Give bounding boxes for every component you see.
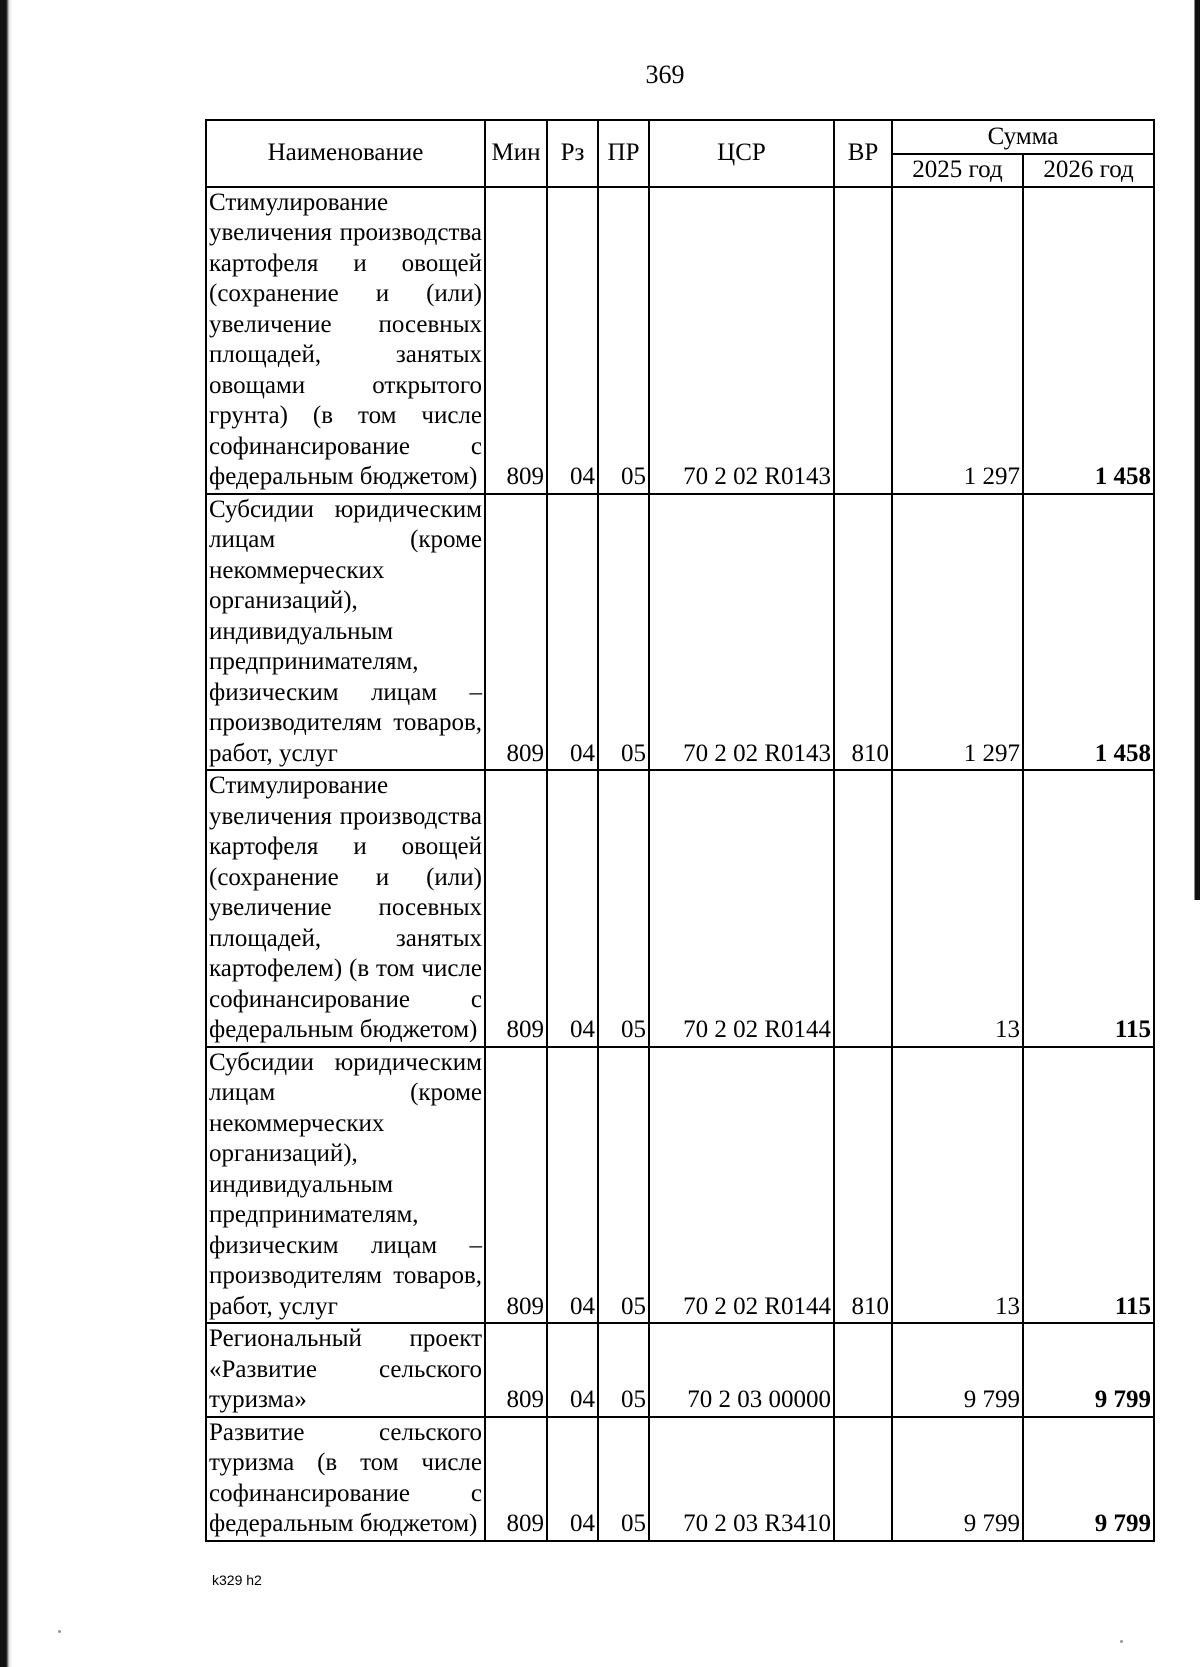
row-pr: 05 [598, 770, 649, 1047]
row-name: Субсидии юридическим лицам (кроме некоммерческих организаций), индивидуальным предпринимателям, физическим лицам – производителям товаров, работ, услуг [206, 1047, 485, 1324]
table-row [206, 1417, 1154, 1541]
row-rz: 04 [547, 187, 598, 494]
table-row [206, 1323, 1154, 1417]
row-csr: 70 2 02 R0143 [649, 187, 834, 494]
header-csr: ЦСР [649, 120, 834, 187]
header-pr: ПР [598, 120, 649, 187]
row-min: 809 [485, 770, 547, 1047]
row-amount-2025: 1 297 [892, 187, 1023, 494]
header-rz: Рз [547, 120, 598, 187]
table-row [206, 187, 1154, 494]
footer-document-code: k329 h2 [212, 1572, 262, 1588]
table-body [206, 187, 1154, 1541]
row-vr: 810 [834, 494, 892, 771]
row-vr [834, 187, 892, 494]
row-pr: 05 [598, 1417, 649, 1541]
table-row [206, 494, 1154, 771]
row-csr: 70 2 02 R0144 [649, 1047, 834, 1324]
row-pr: 05 [598, 187, 649, 494]
row-rz: 04 [547, 1417, 598, 1541]
scan-right-edge [1190, 0, 1200, 900]
row-min: 809 [485, 187, 547, 494]
row-vr [834, 1417, 892, 1541]
row-rz: 04 [547, 1047, 598, 1324]
row-csr: 70 2 03 00000 [649, 1323, 834, 1417]
table-row [206, 770, 1154, 1047]
row-pr: 05 [598, 1323, 649, 1417]
row-vr: 810 [834, 1047, 892, 1324]
header-vr: ВР [834, 120, 892, 187]
row-amount-2025: 13 [892, 770, 1023, 1047]
row-amount-2026: 115 [1023, 1047, 1154, 1324]
table-header [206, 120, 1154, 187]
table-row [206, 1047, 1154, 1324]
row-min: 809 [485, 1417, 547, 1541]
row-rz: 04 [547, 494, 598, 771]
row-amount-2026: 115 [1023, 770, 1154, 1047]
row-rz: 04 [547, 770, 598, 1047]
row-csr: 70 2 03 R3410 [649, 1417, 834, 1541]
row-name: Стимулирование увеличения производства картофеля и овощей (сохранение и (или) увеличение посевных площадей, занятых картофелем) (в том числе софинансирование с федеральным бюджетом) [206, 770, 485, 1047]
row-pr: 05 [598, 1047, 649, 1324]
header-year-2025: 2025 год [892, 154, 1023, 187]
row-rz: 04 [547, 1323, 598, 1417]
row-min: 809 [485, 494, 547, 771]
row-amount-2026: 9 799 [1023, 1323, 1154, 1417]
row-amount-2025: 13 [892, 1047, 1023, 1324]
scan-speck [1120, 1640, 1123, 1643]
scan-speck [58, 1630, 61, 1633]
row-name: Стимулирование увеличения производства картофеля и овощей (сохранение и (или) увеличение посевных площадей, занятых овощами открытого грунта) (в том числе софинансирование с федеральным бюджетом) [206, 187, 485, 494]
budget-table [205, 119, 1155, 1542]
header-year-2026: 2026 год [1023, 154, 1154, 187]
row-name: Субсидии юридическим лицам (кроме некоммерческих организаций), индивидуальным предпринимателям, физическим лицам – производителям товаров, работ, услуг [206, 494, 485, 771]
row-min: 809 [485, 1047, 547, 1324]
row-csr: 70 2 02 R0144 [649, 770, 834, 1047]
header-min: Мин [485, 120, 547, 187]
row-amount-2026: 9 799 [1023, 1417, 1154, 1541]
row-name: Развитие сельского туризма (в том числе софинансирование с федеральным бюджетом) [206, 1417, 485, 1541]
row-name: Региональный проект «Развитие сельского туризма» [206, 1323, 485, 1417]
row-vr [834, 1323, 892, 1417]
row-min: 809 [485, 1323, 547, 1417]
page-number: 369 [645, 60, 685, 89]
row-amount-2026: 1 458 [1023, 187, 1154, 494]
row-csr: 70 2 02 R0143 [649, 494, 834, 771]
row-amount-2025: 9 799 [892, 1323, 1023, 1417]
row-amount-2026: 1 458 [1023, 494, 1154, 771]
header-sum: Сумма [892, 120, 1154, 154]
row-vr [834, 770, 892, 1047]
header-name: Наименование [206, 120, 485, 187]
row-amount-2025: 1 297 [892, 494, 1023, 771]
row-pr: 05 [598, 494, 649, 771]
scan-left-edge [0, 0, 34, 1667]
row-amount-2025: 9 799 [892, 1417, 1023, 1541]
